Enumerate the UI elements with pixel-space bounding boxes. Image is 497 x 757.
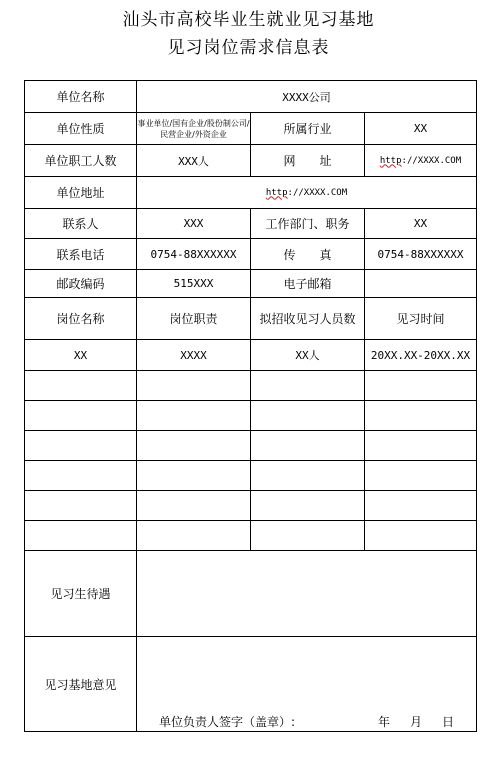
empty-cell[interactable] (137, 461, 251, 491)
empty-cell[interactable] (365, 431, 477, 461)
position-name-header: 岗位名称 (25, 298, 137, 340)
empty-cell[interactable] (251, 491, 365, 521)
table-row (25, 81, 477, 113)
table-row (25, 340, 477, 371)
intern-count-header: 拟招收见习人员数 (251, 298, 365, 340)
table-row (25, 461, 477, 491)
empty-cell[interactable] (251, 521, 365, 551)
contact-field[interactable]: XXX (137, 209, 251, 239)
table-row (25, 270, 477, 298)
empty-cell[interactable] (25, 371, 137, 401)
address-rest: ://XXXX.COM (287, 187, 348, 198)
email-label: 电子邮箱 (251, 270, 365, 298)
empty-cell[interactable] (251, 461, 365, 491)
empty-cell[interactable] (25, 401, 137, 431)
company-nature-field[interactable]: 事业单位/国有企业/股份制公司/民营企业/外资企业 (137, 113, 251, 145)
table-row (25, 145, 477, 177)
empty-cell[interactable] (251, 401, 365, 431)
website-field[interactable] (365, 145, 477, 177)
empty-cell[interactable] (25, 461, 137, 491)
address-field[interactable] (137, 177, 477, 209)
table-row (25, 521, 477, 551)
phone-field[interactable]: 0754-88XXXXXX (137, 239, 251, 270)
form-title: 汕头市高校毕业生就业见习基地 (122, 10, 375, 30)
table-row (25, 401, 477, 431)
empty-cell[interactable] (251, 371, 365, 401)
staff-count-label: 单位职工人数 (25, 145, 137, 177)
table-row (25, 371, 477, 401)
contact-label: 联系人 (25, 209, 137, 239)
intern-count-cell[interactable]: XX人 (251, 340, 365, 371)
date-month-label: 月 (410, 715, 423, 729)
fax-field[interactable]: 0754-88XXXXXX (365, 239, 477, 270)
postcode-label: 邮政编码 (25, 270, 137, 298)
industry-field[interactable]: XX (365, 113, 477, 145)
intern-period-cell[interactable]: 20XX.XX-20XX.XX (365, 340, 477, 371)
empty-cell[interactable] (251, 431, 365, 461)
table-row (25, 177, 477, 209)
phone-label: 联系电话 (25, 239, 137, 270)
department-field[interactable]: XX (365, 209, 477, 239)
website-rest: ://XXXX.COM (401, 155, 462, 166)
website-scheme: http (379, 155, 402, 166)
table-row (25, 491, 477, 521)
table-row (25, 431, 477, 461)
empty-cell[interactable] (137, 431, 251, 461)
table-row (25, 551, 477, 637)
intern-period-header: 见习时间 (365, 298, 477, 340)
company-name-label: 单位名称 (25, 81, 137, 113)
empty-cell[interactable] (365, 371, 477, 401)
table-row (25, 209, 477, 239)
position-duty-header: 岗位职责 (137, 298, 251, 340)
date-year-label: 年 (378, 715, 391, 729)
position-name-cell[interactable]: XX (25, 340, 137, 371)
intern-treatment-field[interactable] (137, 551, 477, 637)
empty-cell[interactable] (365, 491, 477, 521)
empty-cell[interactable] (137, 491, 251, 521)
empty-cell[interactable] (137, 401, 251, 431)
info-table (24, 80, 477, 732)
empty-cell[interactable] (137, 521, 251, 551)
address-scheme: http (265, 187, 288, 198)
industry-label: 所属行业 (251, 113, 365, 145)
postcode-field[interactable]: 515XXX (137, 270, 251, 298)
date-day-label: 日 (442, 715, 455, 729)
signature-label: 单位负责人签字（盖章）: (159, 715, 296, 729)
table-row (25, 113, 477, 145)
website-label: 网 址 (251, 145, 365, 177)
department-label: 工作部门、职务 (251, 209, 365, 239)
empty-cell[interactable] (25, 491, 137, 521)
intern-treatment-label: 见习生待遇 (25, 551, 137, 637)
empty-cell[interactable] (365, 401, 477, 431)
email-field[interactable] (365, 270, 477, 298)
empty-cell[interactable] (25, 521, 137, 551)
empty-cell[interactable] (25, 431, 137, 461)
staff-count-field[interactable]: XXX人 (137, 145, 251, 177)
table-row (25, 298, 477, 340)
form-subtitle: 见习岗位需求信息表 (167, 38, 330, 58)
empty-cell[interactable] (137, 371, 251, 401)
base-opinion-label: 见习基地意见 (25, 637, 137, 732)
empty-cell[interactable] (365, 521, 477, 551)
company-name-field[interactable]: XXXX公司 (137, 81, 477, 113)
address-label: 单位地址 (25, 177, 137, 209)
company-nature-label: 单位性质 (25, 113, 137, 145)
table-row (25, 239, 477, 270)
empty-cell[interactable] (365, 461, 477, 491)
fax-label: 传 真 (251, 239, 365, 270)
position-duty-cell[interactable]: XXXX (137, 340, 251, 371)
